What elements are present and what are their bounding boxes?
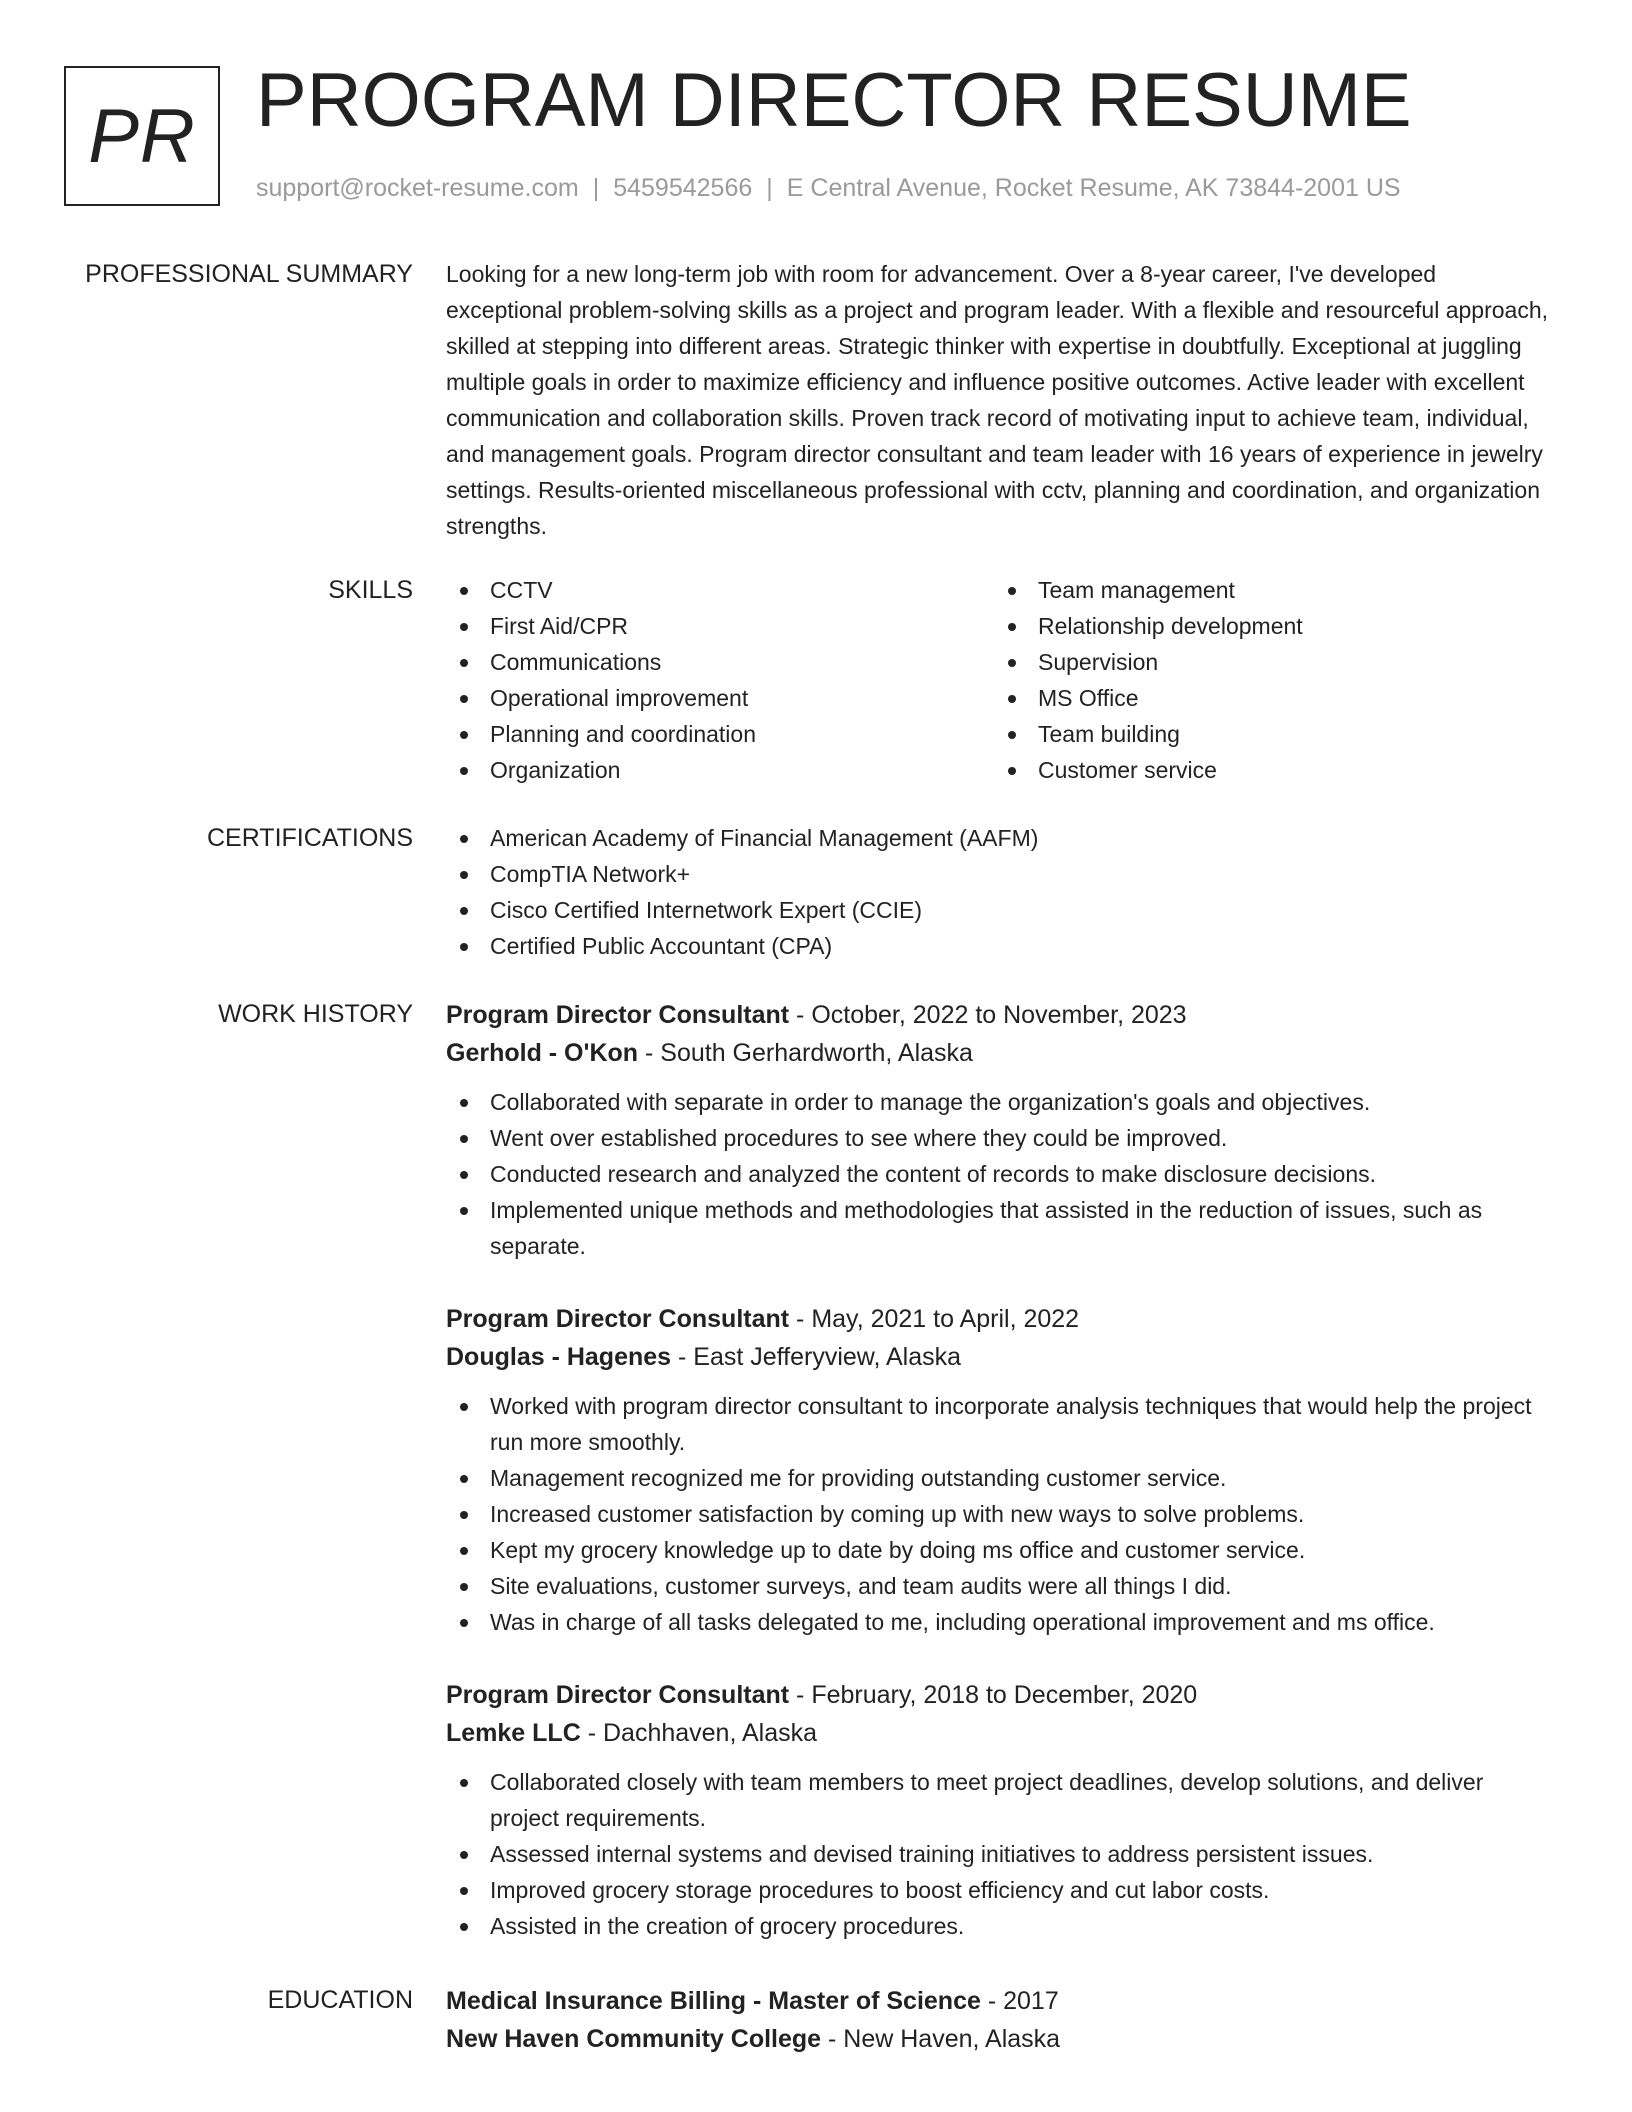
job-title: Program Director Consultant (446, 1681, 790, 1709)
job-location: - Dachhaven, Alaska (580, 1719, 818, 1747)
education-school: New Haven Community College (446, 2025, 822, 2053)
monogram-initials: PR (88, 93, 196, 179)
skill-item: Communications (446, 644, 994, 680)
job-company: Lemke LLC (446, 1719, 581, 1747)
skill-item: Operational improvement (446, 680, 994, 716)
contact-separator: | (766, 174, 773, 202)
job-title-line (446, 996, 1558, 1034)
skills-list-right (994, 572, 1542, 788)
skill-item: First Aid/CPR (446, 608, 994, 644)
job-bullet: Implemented unique methods and methodologies that assisted in the reduction of issues, such as separate. (446, 1192, 1558, 1264)
contact-address: E Central Avenue, Rocket Resume, AK 73844-2001 US (786, 174, 1401, 202)
job-bullet: Was in charge of all tasks delegated to me, including operational improvement and ms office. (446, 1604, 1558, 1640)
skill-item: Team building (994, 716, 1542, 752)
education-location: - New Haven, Alaska (821, 2025, 1061, 2053)
skill-item: Organization (446, 752, 994, 788)
education-school-line (446, 2020, 1558, 2058)
job-bullet: Conducted research and analyzed the content of records to make disclosure decisions. (446, 1156, 1558, 1192)
summary-text: Looking for a new long-term job with room for advancement. Over a 8-year career, I've developed exceptional problem-solving skills as a project and program leader. With a flexible and resourceful approach, skilled at stepping into different areas. Strategic thinker with expertise in doubtfully. Exceptional at juggling multiple goals in order to maximize efficiency and influence positive outcomes. Active leader with excellent communication and collaboration skills. Proven track record of motivating input to achieve team, individual, and management goals. Program director consultant and team leader with 16 years of experience in jewelry settings. Results-oriented miscellaneous professional with cctv, planning and coordination, and organization strengths. (446, 261, 1549, 539)
section-label-education: EDUCATION (267, 1986, 413, 2014)
section-label-summary: PROFESSIONAL SUMMARY (85, 260, 413, 288)
job-bullets (446, 1084, 1558, 1264)
job-bullet: Collaborated closely with team members to meet project deadlines, develop solutions, and deliver project requirements. (446, 1764, 1558, 1836)
job-company: Gerhold - O'Kon (446, 1039, 639, 1067)
job-bullet: Kept my grocery knowledge up to date by doing ms office and customer service. (446, 1532, 1558, 1568)
job-entry (446, 996, 1558, 1264)
certification-item: American Academy of Financial Management (AAFM) (446, 820, 1558, 856)
job-bullet: Worked with program director consultant to incorporate analysis techniques that would help the project run more smoothly. (446, 1388, 1558, 1460)
job-company: Douglas - Hagenes (446, 1343, 672, 1371)
skill-item: Customer service (994, 752, 1542, 788)
job-bullets (446, 1764, 1558, 1944)
job-dates: - October, 2022 to November, 2023 (789, 1001, 1187, 1029)
job-title: Program Director Consultant (446, 1305, 790, 1333)
skill-item: Supervision (994, 644, 1542, 680)
education-degree: Medical Insurance Billing - Master of Science (446, 1987, 981, 2015)
job-bullet: Collaborated with separate in order to manage the organization's goals and objectives. (446, 1084, 1558, 1120)
section-label-skills: SKILLS (328, 576, 413, 604)
section-label-work-history: WORK HISTORY (218, 1000, 413, 1028)
job-bullet: Site evaluations, customer surveys, and team audits were all things I did. (446, 1568, 1558, 1604)
education-year: - 2017 (980, 1987, 1059, 2015)
certification-item: CompTIA Network+ (446, 856, 1558, 892)
job-bullet: Improved grocery storage procedures to boost efficiency and cut labor costs. (446, 1872, 1558, 1908)
page-title: PROGRAM DIRECTOR RESUME (256, 58, 1412, 143)
job-company-line (446, 1338, 1558, 1376)
skill-item: CCTV (446, 572, 994, 608)
job-dates: - May, 2021 to April, 2022 (789, 1305, 1080, 1333)
job-title-line (446, 1676, 1558, 1714)
skills-list-left (446, 572, 994, 788)
contact-phone: 5459542566 (613, 174, 753, 202)
job-location: - East Jefferyview, Alaska (671, 1343, 962, 1371)
certification-item: Cisco Certified Internetwork Expert (CCIE) (446, 892, 1558, 928)
job-bullet: Went over established procedures to see where they could be improved. (446, 1120, 1558, 1156)
contact-separator: | (592, 174, 600, 202)
job-bullet: Management recognized me for providing outstanding customer service. (446, 1460, 1558, 1496)
skill-item: Relationship development (994, 608, 1542, 644)
monogram-box (64, 66, 220, 206)
job-dates: - February, 2018 to December, 2020 (789, 1681, 1198, 1709)
job-company-line (446, 1714, 1558, 1752)
job-bullet: Assisted in the creation of grocery procedures. (446, 1908, 1558, 1944)
skill-item: Planning and coordination (446, 716, 994, 752)
certification-item: Certified Public Accountant (CPA) (446, 928, 1558, 964)
job-title-line (446, 1300, 1558, 1338)
skill-item: Team management (994, 572, 1542, 608)
contact-line (256, 174, 1401, 203)
job-title: Program Director Consultant (446, 1001, 790, 1029)
job-bullets (446, 1388, 1558, 1640)
section-label-certifications: CERTIFICATIONS (206, 824, 413, 852)
job-entry (446, 1300, 1558, 1640)
job-entry (446, 1676, 1558, 1944)
contact-email: support@rocket-resume.com (256, 174, 579, 202)
job-company-line (446, 1034, 1558, 1072)
job-bullet: Assessed internal systems and devised training initiatives to address persistent issues. (446, 1836, 1558, 1872)
certifications-list (446, 820, 1558, 964)
job-bullet: Increased customer satisfaction by coming up with new ways to solve problems. (446, 1496, 1558, 1532)
skill-item: MS Office (994, 680, 1542, 716)
job-location: - South Gerhardworth, Alaska (638, 1039, 973, 1067)
education-degree-line (446, 1982, 1558, 2020)
